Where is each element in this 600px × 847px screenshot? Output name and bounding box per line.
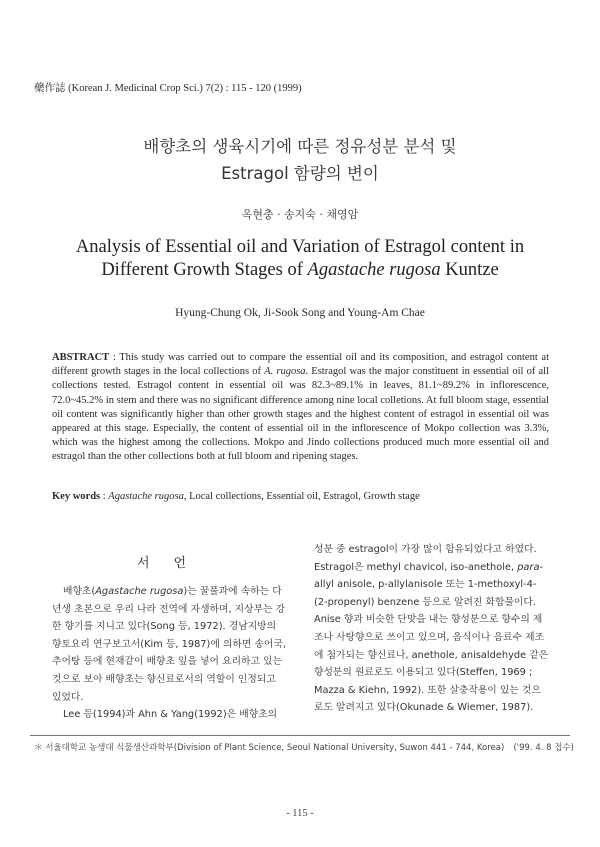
section-heading-introduction: 서언 <box>136 556 211 571</box>
title-species-name: Agastache rugosa <box>307 260 441 280</box>
intro-p3-part1: 성분 중 estragol이 가장 많이 함유되었다고 하였다. Estragol은 methyl chavicol, iso-anethole, <box>314 544 537 573</box>
title-english-line1: Analysis of Essential oil and Variation of Estragol content in <box>75 237 525 257</box>
abstract-text-part2: . Estragol was the major constituent in essential oil of all collections tested. Estragol content in essential oil was 82.3~89.1% in leaves, 81.1~89.2% in inflorescence, 72.0~45.2% in stem and there was no significant difference among nine local colletions. At full bloom stage, essential oil content was significantly higher than other growth stages and the highest content of estragol in essential oil was appeared at this stage. Especially, the content of essential oil in the inflorescence of Mokpo collection was 3.3%, which was the highest among the collections. Mokpo and Jindo collections produced much more essential oil and estragol than the other collections both at full bloom and ripening stages. <box>52 366 549 463</box>
keywords-species-name: Agastache rugosa <box>108 491 184 502</box>
intro-paragraph-continued <box>314 541 549 717</box>
authors-english: Hyung-Chung Ok, Ji-Sook Song and Young-Am Chae <box>175 307 425 319</box>
body-left-column <box>52 583 288 724</box>
abstract-separator: : <box>109 352 120 363</box>
keywords-list: , Local collections, Essential oil, Estragol, Growth stage <box>183 491 420 502</box>
footnote-affiliation: ＊ 서울대학교 농생대 식물생산과학부(Division of Plant Science, Seoul National University, Suwon 441 - 744, Korea) <box>34 743 505 753</box>
title-english-line2-suffix: Kuntze <box>440 260 499 280</box>
keywords-separator: : <box>100 491 109 502</box>
intro-p1-species: Agastache rugosa <box>95 586 184 597</box>
intro-p3-part2: -allyl anisole, p-allylanisole 또는 1-methoxyl-4-(2-propenyl) benzene 등으로 알려진 화합물이다. Anise 향과 비슷한 단맛을 내는 향성분으로 향수의 제조나 사탕향으로 쓰이고 있으며, 음식이나 음료수 제조에 첨가되는 향신료나, anethole, anisaldehyde 같은 향성분의 원료로도 이용되고 있다(Steffen, 1969 ; Mazza & Kiehn, 1992). 또한 살충작용이 있는 것으로도 알려지고 있다(Okunade & Wiemer, 1987). <box>314 561 549 714</box>
title-korean-line2: Estragol 함량의 변이 <box>221 164 379 183</box>
intro-p3-italic: para <box>517 561 540 573</box>
footnote-divider <box>30 735 570 736</box>
journal-citation: 藥作誌 (Korean J. Medicinal Crop Sci.) 7(2) : 115 - 120 (1999) <box>34 83 302 94</box>
title-english-line2 <box>0 260 600 281</box>
intro-paragraph-2: Lee 등(1994)과 Ahn & Yang(1992)은 배향초의 <box>63 709 278 721</box>
footnote <box>34 741 574 753</box>
abstract-text-part1: This study was carried out to compare the essential oil and its composition, and estragol content at different growth stages in the local collections of <box>52 352 549 378</box>
title-english-line2-prefix: Different Growth Stages of <box>101 260 308 280</box>
keywords <box>52 491 549 502</box>
title-korean-line1: 배향초의 생육시기에 따른 정유성분 분석 및 <box>143 137 457 156</box>
abstract-label: ABSTRACT <box>52 352 110 363</box>
body-right-column <box>314 541 549 717</box>
intro-p1-part2: )는 꿀풀과에 속하는 다년생 초본으로 우리 나라 전역에 자생하며, 지상부는 강한 향기를 지니고 있다(Song 등, 1972). 경남지방의 향토요리 연구보고서(Kim 등, 1987)에 의하면 송어국, 추어탕 등에 현재같이 배향초 잎을 넣어 요리하고 있는 것으로 보아 배향초는 향신료로서의 역할이 인정되고 있었다. <box>52 586 286 703</box>
page-number: - 115 - <box>286 808 314 819</box>
abstract-species-name: A. rugosa <box>264 366 306 378</box>
intro-paragraph-1 <box>52 583 288 706</box>
authors-korean: 옥현충 · 송지숙 · 채영암 <box>241 208 359 221</box>
abstract <box>52 351 549 465</box>
keywords-label: Key words <box>52 491 101 502</box>
footnote-received-date: ('99. 4. 8 접수) <box>513 743 574 753</box>
intro-p1-part1: 배향초( <box>63 586 96 597</box>
